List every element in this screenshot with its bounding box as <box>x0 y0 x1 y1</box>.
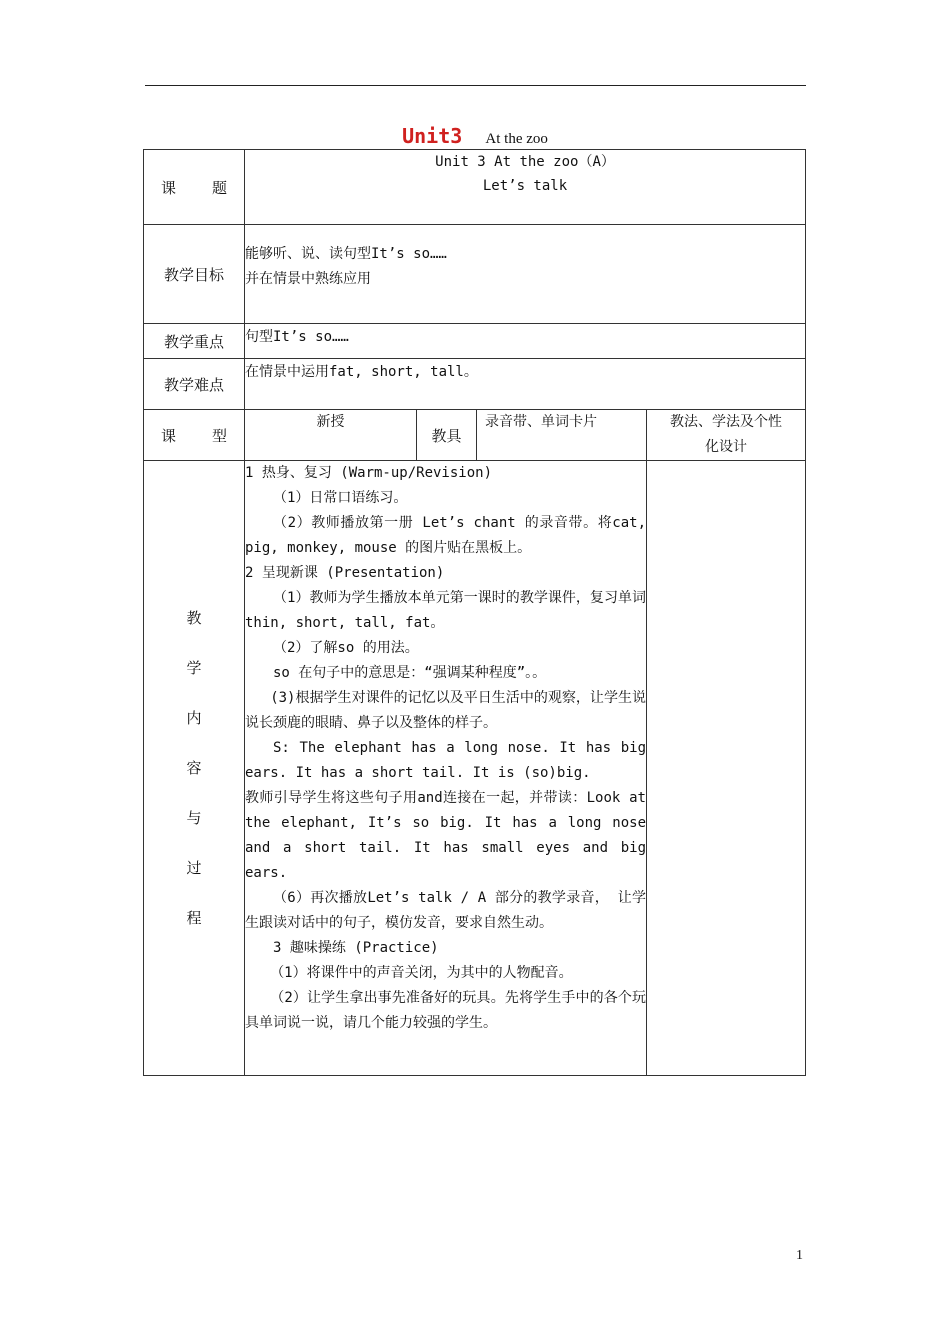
row-focus <box>144 324 806 359</box>
process-label-char: 与 <box>186 809 202 827</box>
header-rule <box>145 85 806 86</box>
process-label-char: 学 <box>186 659 202 677</box>
page-number: 1 <box>796 1248 803 1263</box>
process-content <box>245 461 647 1076</box>
type-label: 课 型 <box>144 410 245 461</box>
process-label-char: 过 <box>186 859 202 877</box>
topic-line-2: Let’s talk <box>482 178 568 194</box>
objective-value <box>245 225 806 324</box>
title-subtitle: At the zoo <box>485 131 548 147</box>
method-label: 教法、学法及个性化设计 <box>647 410 806 461</box>
objective-label: 教学目标 <box>144 225 245 324</box>
process-label-char: 程 <box>186 909 202 927</box>
row-objective <box>144 225 806 324</box>
row-process <box>144 461 806 1076</box>
lesson-plan-table <box>143 149 806 1076</box>
row-difficulty <box>144 359 806 410</box>
process-line: （2）让学生拿出事先准备好的玩具。先将学生手中的各个玩具单词说一说，请几个能力较强的学生。 <box>245 990 646 1031</box>
process-line: （1）教师为学生播放本单元第一课时的教学课件，复习单词thin, short, tall, fat。 <box>245 590 646 631</box>
objective-line-1: 能够听、说、读句型It’s so…… <box>245 246 447 262</box>
type-value: 新授 <box>245 410 417 461</box>
aids-value: 录音带、单词卡片 <box>477 410 647 461</box>
process-notes <box>647 461 806 1076</box>
page-title <box>0 124 950 148</box>
process-label-char: 教 <box>186 609 202 627</box>
row-type <box>144 410 806 461</box>
process-line: (3)根据学生对课件的记忆以及平日生活中的观察，让学生说说长颈鹿的眼睛、鼻子以及整体的样子。 <box>245 690 646 731</box>
process-line: 1 热身、复习 (Warm-up/Revision) <box>245 465 493 481</box>
process-line: so 在句子中的意思是：“强调某种程度”。。 <box>273 665 547 681</box>
process-line: S: The elephant has a long nose. It has big ears. It has a short tail. It is (so)big. <box>245 740 646 781</box>
process-line: （2）教师播放第一册 Let’s chant 的录音带。将cat, pig, monkey, mouse 的图片贴在黑板上。 <box>245 515 646 556</box>
process-line: 3 趣味操练 (Practice) <box>273 940 439 956</box>
topic-value <box>245 150 806 225</box>
objective-line-2: 并在情景中熟练应用 <box>245 271 371 287</box>
difficulty-value: 在情景中运用fat, short, tall。 <box>245 359 806 410</box>
aids-label: 教具 <box>417 410 477 461</box>
process-line: （1）日常口语练习。 <box>273 490 408 506</box>
row-topic <box>144 150 806 225</box>
process-line: （1）将课件中的声音关闭，为其中的人物配音。 <box>270 965 573 981</box>
title-unit: Unit3 <box>402 124 463 148</box>
focus-label: 教学重点 <box>144 324 245 359</box>
process-line: （2）了解so 的用法。 <box>273 640 419 656</box>
process-label <box>144 461 245 1076</box>
process-line: （6）再次播放Let’s talk / A 部分的教学录音， 让学生跟读对话中的句子，模仿发音，要求自然生动。 <box>245 890 646 931</box>
process-label-char: 容 <box>186 759 202 777</box>
process-line: 2 呈现新课 (Presentation) <box>245 565 445 581</box>
topic-label: 课 题 <box>144 150 245 225</box>
difficulty-label: 教学难点 <box>144 359 245 410</box>
topic-line-1: Unit 3 At the zoo（A） <box>435 154 615 170</box>
process-label-char: 内 <box>186 709 202 727</box>
focus-value: 句型It’s so…… <box>245 324 806 359</box>
process-line: 教师引导学生将这些句子用and连接在一起，并带读：Look at the elephant, It’s so big. It has a long nose and a short tail. It has small eyes and big ears. <box>245 790 646 881</box>
